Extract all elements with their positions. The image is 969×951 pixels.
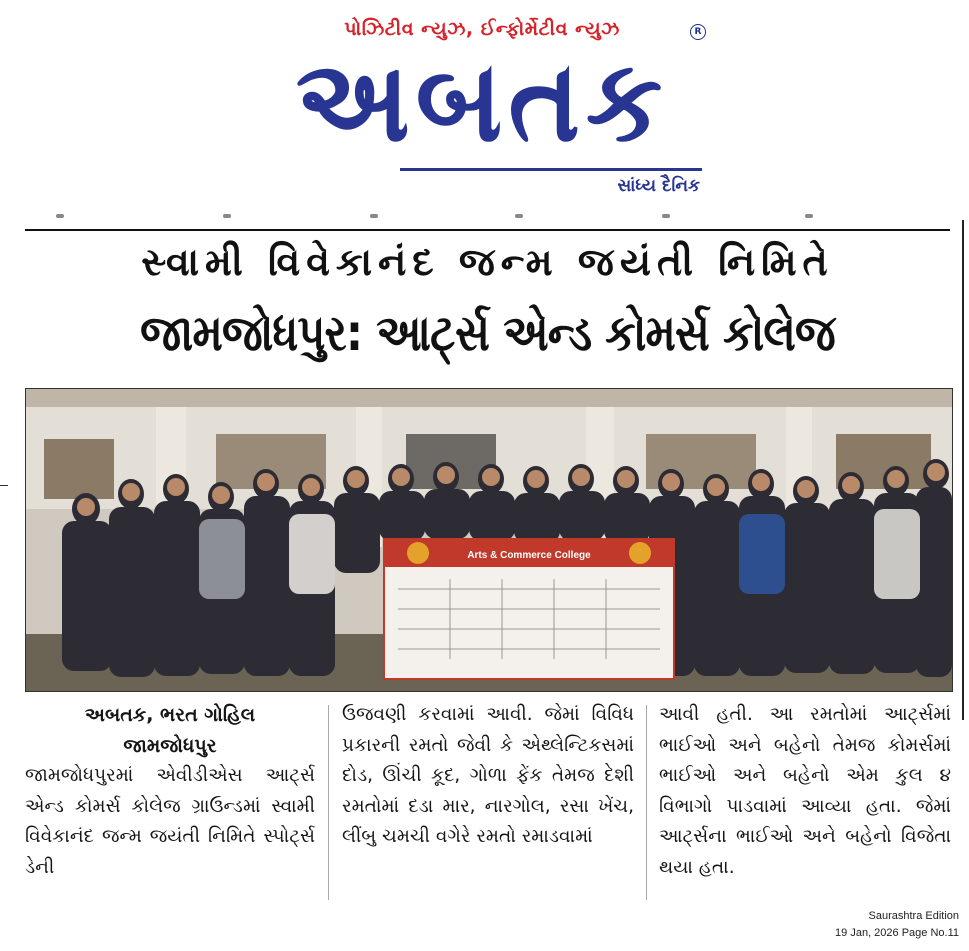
column-divider xyxy=(646,705,647,900)
divider-tick xyxy=(223,214,231,218)
article-column-2 xyxy=(342,700,634,853)
column-divider xyxy=(328,705,329,900)
article-kicker: સ્વામી વિવેકાનંદ જન્મ જયંતી નિમિતે xyxy=(141,239,834,284)
article-column-1 xyxy=(25,700,315,883)
newspaper-logo: અબતક xyxy=(295,35,669,168)
column-1-text: જામજોધપુરમાં એવીડીએસ આર્ટ્સ એન્ડ કોમર્સ કોલેજ ગ્રાઉન્ડમાં સ્વામી વિવેકાનંદ જન્મ જયંતી નિમિતે સ્પોર્ટ્સ ડેની xyxy=(25,765,315,878)
article-top-rule xyxy=(25,229,950,231)
divider-tick xyxy=(56,214,64,218)
divider-tick xyxy=(662,214,670,218)
article-photo xyxy=(25,388,953,692)
article-headline: જામજોધપુર: આર્ટ્સ એન્ડ કોમર્સ કોલેજ xyxy=(140,304,835,362)
article-column-3 xyxy=(659,700,951,883)
edition-date-page: 19 Jan, 2026 Page No.11 xyxy=(835,927,959,939)
edition-info xyxy=(835,908,959,942)
banner-title: Arts & Commerce College xyxy=(467,550,591,561)
masthead-tagline: પોઝિટીવ ન્યુઝ, ઈન્ફોર્મેટીવ ન્યુઝ xyxy=(344,18,620,40)
divider-tick xyxy=(805,214,813,218)
byline-name: અબતક, ભરત ગોહિલ xyxy=(84,704,256,726)
column-2-text: ઉજવણી કરવામાં આવી. જેમાં વિવિધ પ્રકારની રમતો જેવી કે એથ્લેન્ટિકસમાં દોડ, ઊંચી કૂદ, ગોળા ફેંક તેમજ દેશી રમતોમાં દડા માર, નારગોલ, રસા ખેંચ, લીંબુ ચમચી વગેરે રમતો રમાડવામાં xyxy=(342,704,634,847)
divider-tick xyxy=(515,214,523,218)
divider-tick xyxy=(370,214,378,218)
crop-mark xyxy=(0,485,8,486)
page-edge-line xyxy=(962,220,964,720)
masthead-subtitle: સાંધ્ય દૈનિક xyxy=(617,176,700,196)
edition-name: Saurashtra Edition xyxy=(868,910,959,922)
registered-mark-icon: R xyxy=(690,24,706,40)
byline-place: જામજોધપુર xyxy=(123,734,217,757)
photo-banner xyxy=(384,539,674,679)
column-3-text: આવી હતી. આ રમતોમાં આર્ટ્સમાં ભાઈઓ અને બહેનો તેમજ કોમર્સમાં ભાઈઓ અને બહેનો એમ કુલ ૪ વિભાગો પાડવામાં આવ્યા હતા. જેમાં આર્ટ્સના ભાઈઓ અને બહેનો વિજેતા થયા હતા. xyxy=(659,704,951,878)
logo-underline xyxy=(400,168,702,171)
